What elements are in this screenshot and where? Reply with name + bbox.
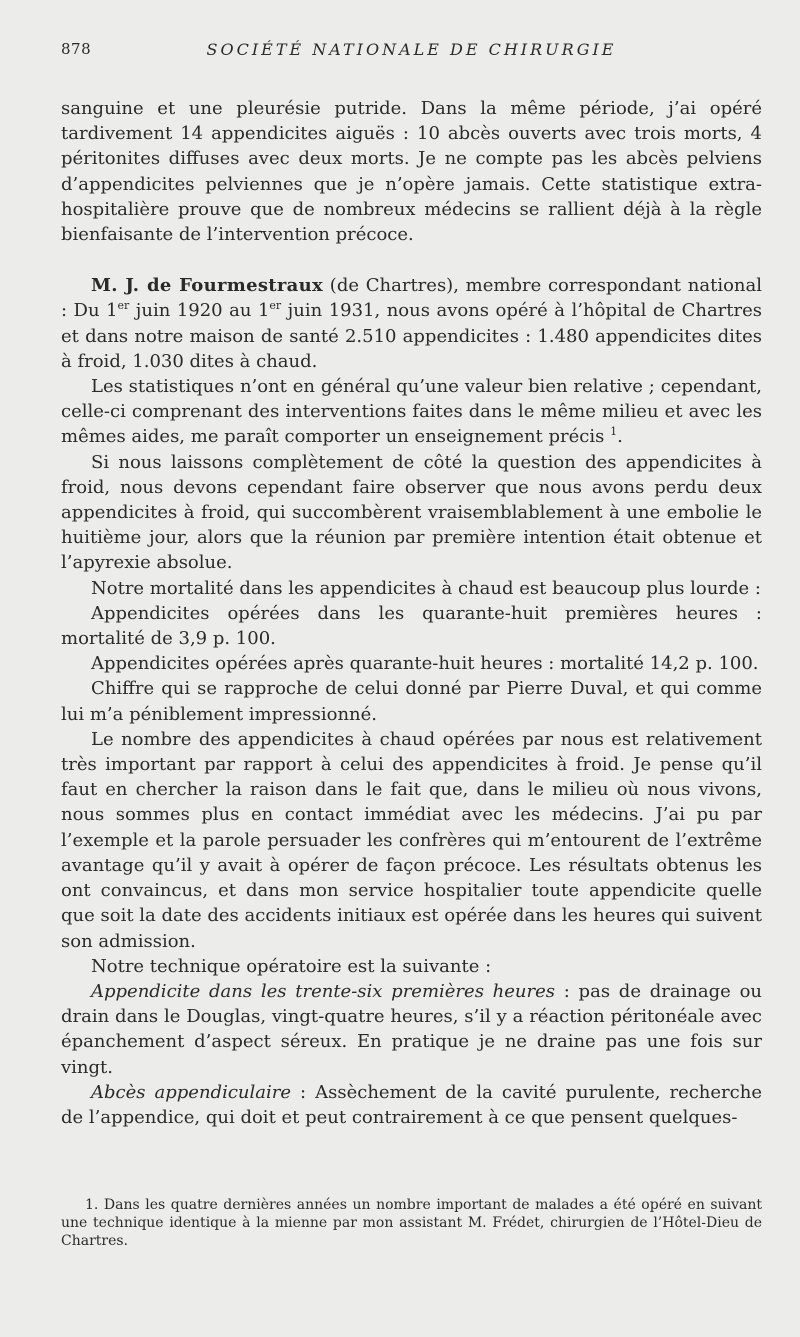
paragraph-3-end: . (617, 426, 623, 448)
footnote (61, 1196, 762, 1250)
paragraph-12-italic: Abcès appendiculaire (91, 1081, 291, 1103)
paragraph-4: Si nous laissons complètement de côté la question des appendicites à froid, nous devons cependant faire observer que nous avons perdu deux appendicites à froid, qui succombèrent vraisemblablement à une embolie le huitième jour, alors que la réunion par première intention était obtenue et l’apyrexie absolue. (61, 451, 762, 574)
page-header (61, 30, 762, 70)
paragraph-2 (61, 273, 762, 374)
superscript-er-2: er (269, 299, 282, 313)
paragraph-2-text-a: (de Chartres), membre correspondant national : Du 1 (61, 275, 762, 322)
paragraph-3-text: Les statistiques n’ont en général qu’une valeur bien relative ; cependant, celle-ci comprenant des interventions faites dans le même milieu et avec les mêmes aides, me paraît comporter un enseignement précis (61, 376, 762, 448)
paragraph-9: Le nombre des appendicites à chaud opérées par nous est relativement très important par rapport à celui des appendicites à froid. Je pense qu’il faut en chercher la raison dans le fait que, dans le milieu où nous vivons, nous sommes plus en contact immédiat avec les médecins. J’ai pu par l’exemple et la parole persuader les confrères qui m’entourent de l’extrême avantage qu’il y avait à opérer de façon précoce. Les résultats obtenus les ont convaincus, et dans mon service hospitalier toute appendicite quelle que soit la date des accidents initiaux est opérée dans les heures qui suivent son admission. (61, 728, 762, 952)
superscript-er-1: er (117, 299, 130, 313)
author-name: M. J. de Fourmestraux (91, 275, 324, 297)
paragraph-2-text-c: juin 1931, nous avons opéré à l’hôpital de Chartres et dans notre maison de santé 2.510 appendicites : 1.480 appendicites dites à froid, 1.030 dites à chaud. (61, 300, 763, 372)
paragraph-6: Appendicites opérées dans les quarante-huit premières heures : mortalité de 3,9 p. 100. (61, 602, 762, 650)
paragraph-11-italic: Appendicite dans les trente-six premières heures (91, 980, 556, 1002)
main-text (61, 96, 762, 1130)
paragraph-10: Notre technique opératoire est la suivante : (91, 955, 492, 977)
paragraph-11-text: : pas de drainage ou drain dans le Douglas, vingt-quatre heures, s’il y a réaction péritonéale avec épanchement d’aspect séreux. En pratique je ne draine pas une fois sur vingt. (61, 980, 762, 1078)
paragraph-11 (61, 979, 762, 1080)
footnote-reference: 1 (610, 425, 618, 439)
running-title: SOCIÉTÉ NATIONALE DE CHIRURGIE (206, 40, 617, 59)
paragraph-5: Notre mortalité dans les appendicites à chaud est beaucoup plus lourde : (91, 577, 761, 599)
paragraph-1: sanguine et une pleurésie putride. Dans la même période, j’ai opéré tardivement 14 appendicites aiguës : 10 abcès ouverts avec trois morts, 4 péritonites diffuses avec deux morts. Je ne compte pas les abcès pelviens d’appendicites pelviennes que je n’opère jamais. Cette statistique extra-hospitalière prouve que de nombreux médecins se rallient déjà à la règle bienfaisante de l’intervention précoce. (61, 98, 762, 246)
paragraph-12-text: : Assèchement de la cavité purulente, recherche de l’appendice, qui doit et peut contrairement à ce que pensent quelques- (61, 1081, 762, 1128)
paragraph-3 (61, 374, 762, 450)
page-number: 878 (61, 40, 92, 58)
footnote-text: 1. Dans les quatre dernières années un nombre important de malades a été opéré en suivant une technique identique à la mienne par mon assistant M. Frédet, chirurgien de l’Hôtel-Dieu de Chartres. (61, 1197, 762, 1249)
paragraph-12 (61, 1080, 762, 1130)
paragraph-7: Appendicites opérées après quarante-huit heures : mortalité 14,2 p. 100. (91, 653, 759, 675)
paragraph-8: Chiffre qui se rapproche de celui donné par Pierre Duval, et qui comme lui m’a péniblement impressionné. (61, 678, 762, 725)
paragraph-2-text-b: juin 1920 au 1 (129, 300, 270, 322)
